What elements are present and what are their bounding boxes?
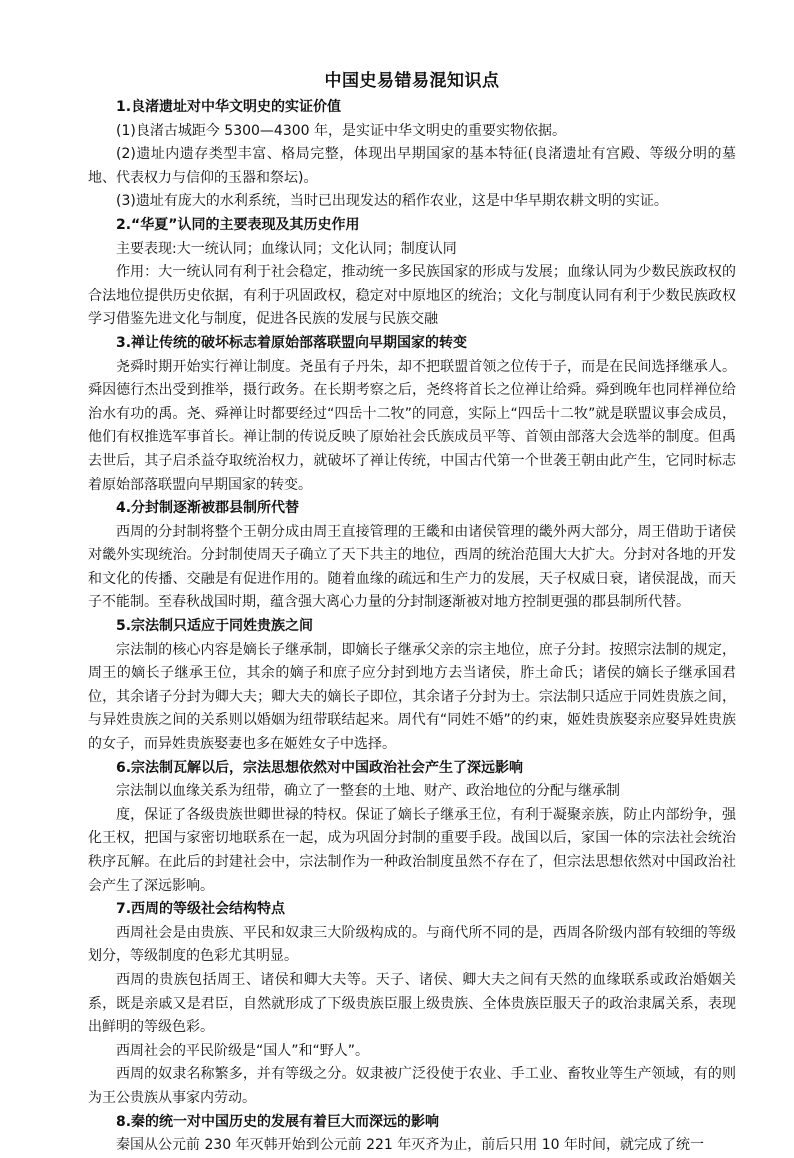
section-7-paragraph-1: 西周社会是由贵族、平民和奴隶三大阶级构成的。与商代所不同的是，西周各阶级内部有较细的等级划分，等级制度的色彩尤其明显。 [88,924,736,965]
section-heading-3: 3.禅让传统的破坏标志着原始部落联盟向早期国家的转变 [116,334,468,351]
document-page [88,68,736,1158]
section-heading-5: 5.宗法制只适应于同姓贵族之间 [116,618,314,635]
section-1-paragraph-2: (2)遗址内遗存类型丰富、格局完整，体现出早期国家的基本特征(良渚遗址有宫殿、等级分明的墓地、代表权力与信仰的玉器和祭坛)。 [88,146,736,186]
section-heading-8: 8.秦的统一对中国历史的发展有着巨大而深远的影响 [116,1113,440,1130]
section-heading-6: 6.宗法制瓦解以后，宗法思想依然对中国政治社会产生了深远影响 [116,759,524,776]
section-5-paragraph-1: 宗法制的核心内容是嫡长子继承制，即嫡长子继承父亲的宗主地位，庶子分封。按照宗法制的规定，周王的嫡长子继承王位，其余的嫡子和庶子应分封到地方去当诸侯，胙土命氏；诸侯的嫡长子继承国君位，其余诸子分封为卿大夫；卿大夫的嫡长子即位，其余诸子分封为士。宗法制只适应于同姓贵族之间，与异姓贵族之间的关系则以婚姻为纽带联结起来。周代有“同姓不婚”的约束，姬姓贵族娶亲应娶异姓贵族的女子，而异姓贵族娶妻也多在姬姓女子中选择。 [88,641,736,753]
section-4-paragraph-1: 西周的分封制将整个王朝分成由周王直接管理的王畿和由诸侯管理的畿外两大部分，周王借助于诸侯对畿外实现统治。分封制使周天子确立了天下共主的地位，西周的统治范围大大扩大。分封对各地的开发和文化的传播、交融是有促进作用的。随着血缘的疏远和生产力的发展，天子权威日衰，诸侯混战，而天子不能制。至春秋战国时期，蕴含强大离心力量的分封制逐渐被对地方控制更强的郡县制所代替。 [88,523,736,611]
section-heading-2: 2.“华夏”认同的主要表现及其历史作用 [116,216,360,233]
section-6-paragraph-1: 宗法制以血缘关系为纽带，确立了一整套的土地、财产、政治地位的分配与继承制 [116,783,620,800]
section-7-paragraph-2: 西周的贵族包括周王、诸侯和卿大夫等。天子、诸侯、卿大夫之间有天然的血缘联系或政治婚姻关系，既是亲戚又是君臣，自然就形成了下级贵族臣服上级贵族、全体贵族臣服天子的政治隶属关系，表现出鲜明的等级色彩。 [88,971,736,1036]
section-2-paragraph-1: 主要表现:大一统认同；血缘认同；文化认同；制度认同 [116,240,457,257]
section-7-paragraph-3: 西周社会的平民阶级是“国人”和“野人”。 [116,1042,370,1059]
section-heading-7: 7.西周的等级社会结构特点 [116,901,286,918]
section-2-paragraph-2: 作用：大一统认同有利于社会稳定，推动统一多民族国家的形成与发展；血缘认同为少数民族政权的合法地位提供历史依据，有利于巩固政权，稳定对中原地区的统治；文化与制度认同有利于少数民族政权学习借鉴先进文化与制度，促进各民族的发展与民族交融 [88,264,736,328]
section-3-paragraph-1: 尧舜时期开始实行禅让制度。尧虽有子丹朱，却不把联盟首领之位传于子，而是在民间选择继承人。舜因德行杰出受到推举，摄行政务。在长期考察之后，尧终将首长之位禅让给舜。舜到晚年也同样禅位给治水有功的禹。尧、舜禅让时都要经过“四岳十二牧”的同意，实际上“四岳十二牧”就是联盟议事会成员，他们有权推选军事首长。禅让制的传说反映了原始社会氏族成员平等、首领由部落大会选举的制度。但禹去世后，其子启杀益夺取统治权力，就破坏了禅让传统，中国古代第一个世袭王朝由此产生，它同时标志着原始部落联盟向早期国家的转变。 [88,358,736,493]
section-1-paragraph-3: (3)遗址有庞大的水利系统，当时已出现发达的稻作农业，这是中华早期农耕文明的实证。 [116,193,668,210]
section-8-paragraph-1: 秦国从公元前 230 年灭韩开始到公元前 221 年灭齐为止，前后只用 10 年时间，就完成了统一 [116,1137,704,1154]
section-heading-4: 4.分封制逐渐被郡县制所代替 [116,500,300,517]
section-7-paragraph-4: 西周的奴隶名称繁多，并有等级之分。奴隶被广泛役使于农业、手工业、畜牧业等生产领域，有的则为王公贵族从事家内劳动。 [88,1066,736,1106]
section-heading-1: 1.良渚遗址对中华文明史的实证价值 [116,99,342,115]
section-1-paragraph-1: (1)良渚古城距今 5300—4300 年，是实证中华文明史的重要实物依据。 [116,122,566,139]
section-6-paragraph-2: 度，保证了各级贵族世卿世禄的特权。保证了嫡长子继承王位，有利于凝聚亲族，防止内部纷争，强化王权，把国与家密切地联系在一起，成为巩固分封制的重要手段。战国以后，家国一体的宗法社会统治秩序瓦解。在此后的封建社会中，宗法制作为一种政治制度虽然不存在了，但宗法思想依然对中国政治社会产生了深远影响。 [88,806,736,894]
document-title: 中国史易错易混知识点 [324,71,500,91]
